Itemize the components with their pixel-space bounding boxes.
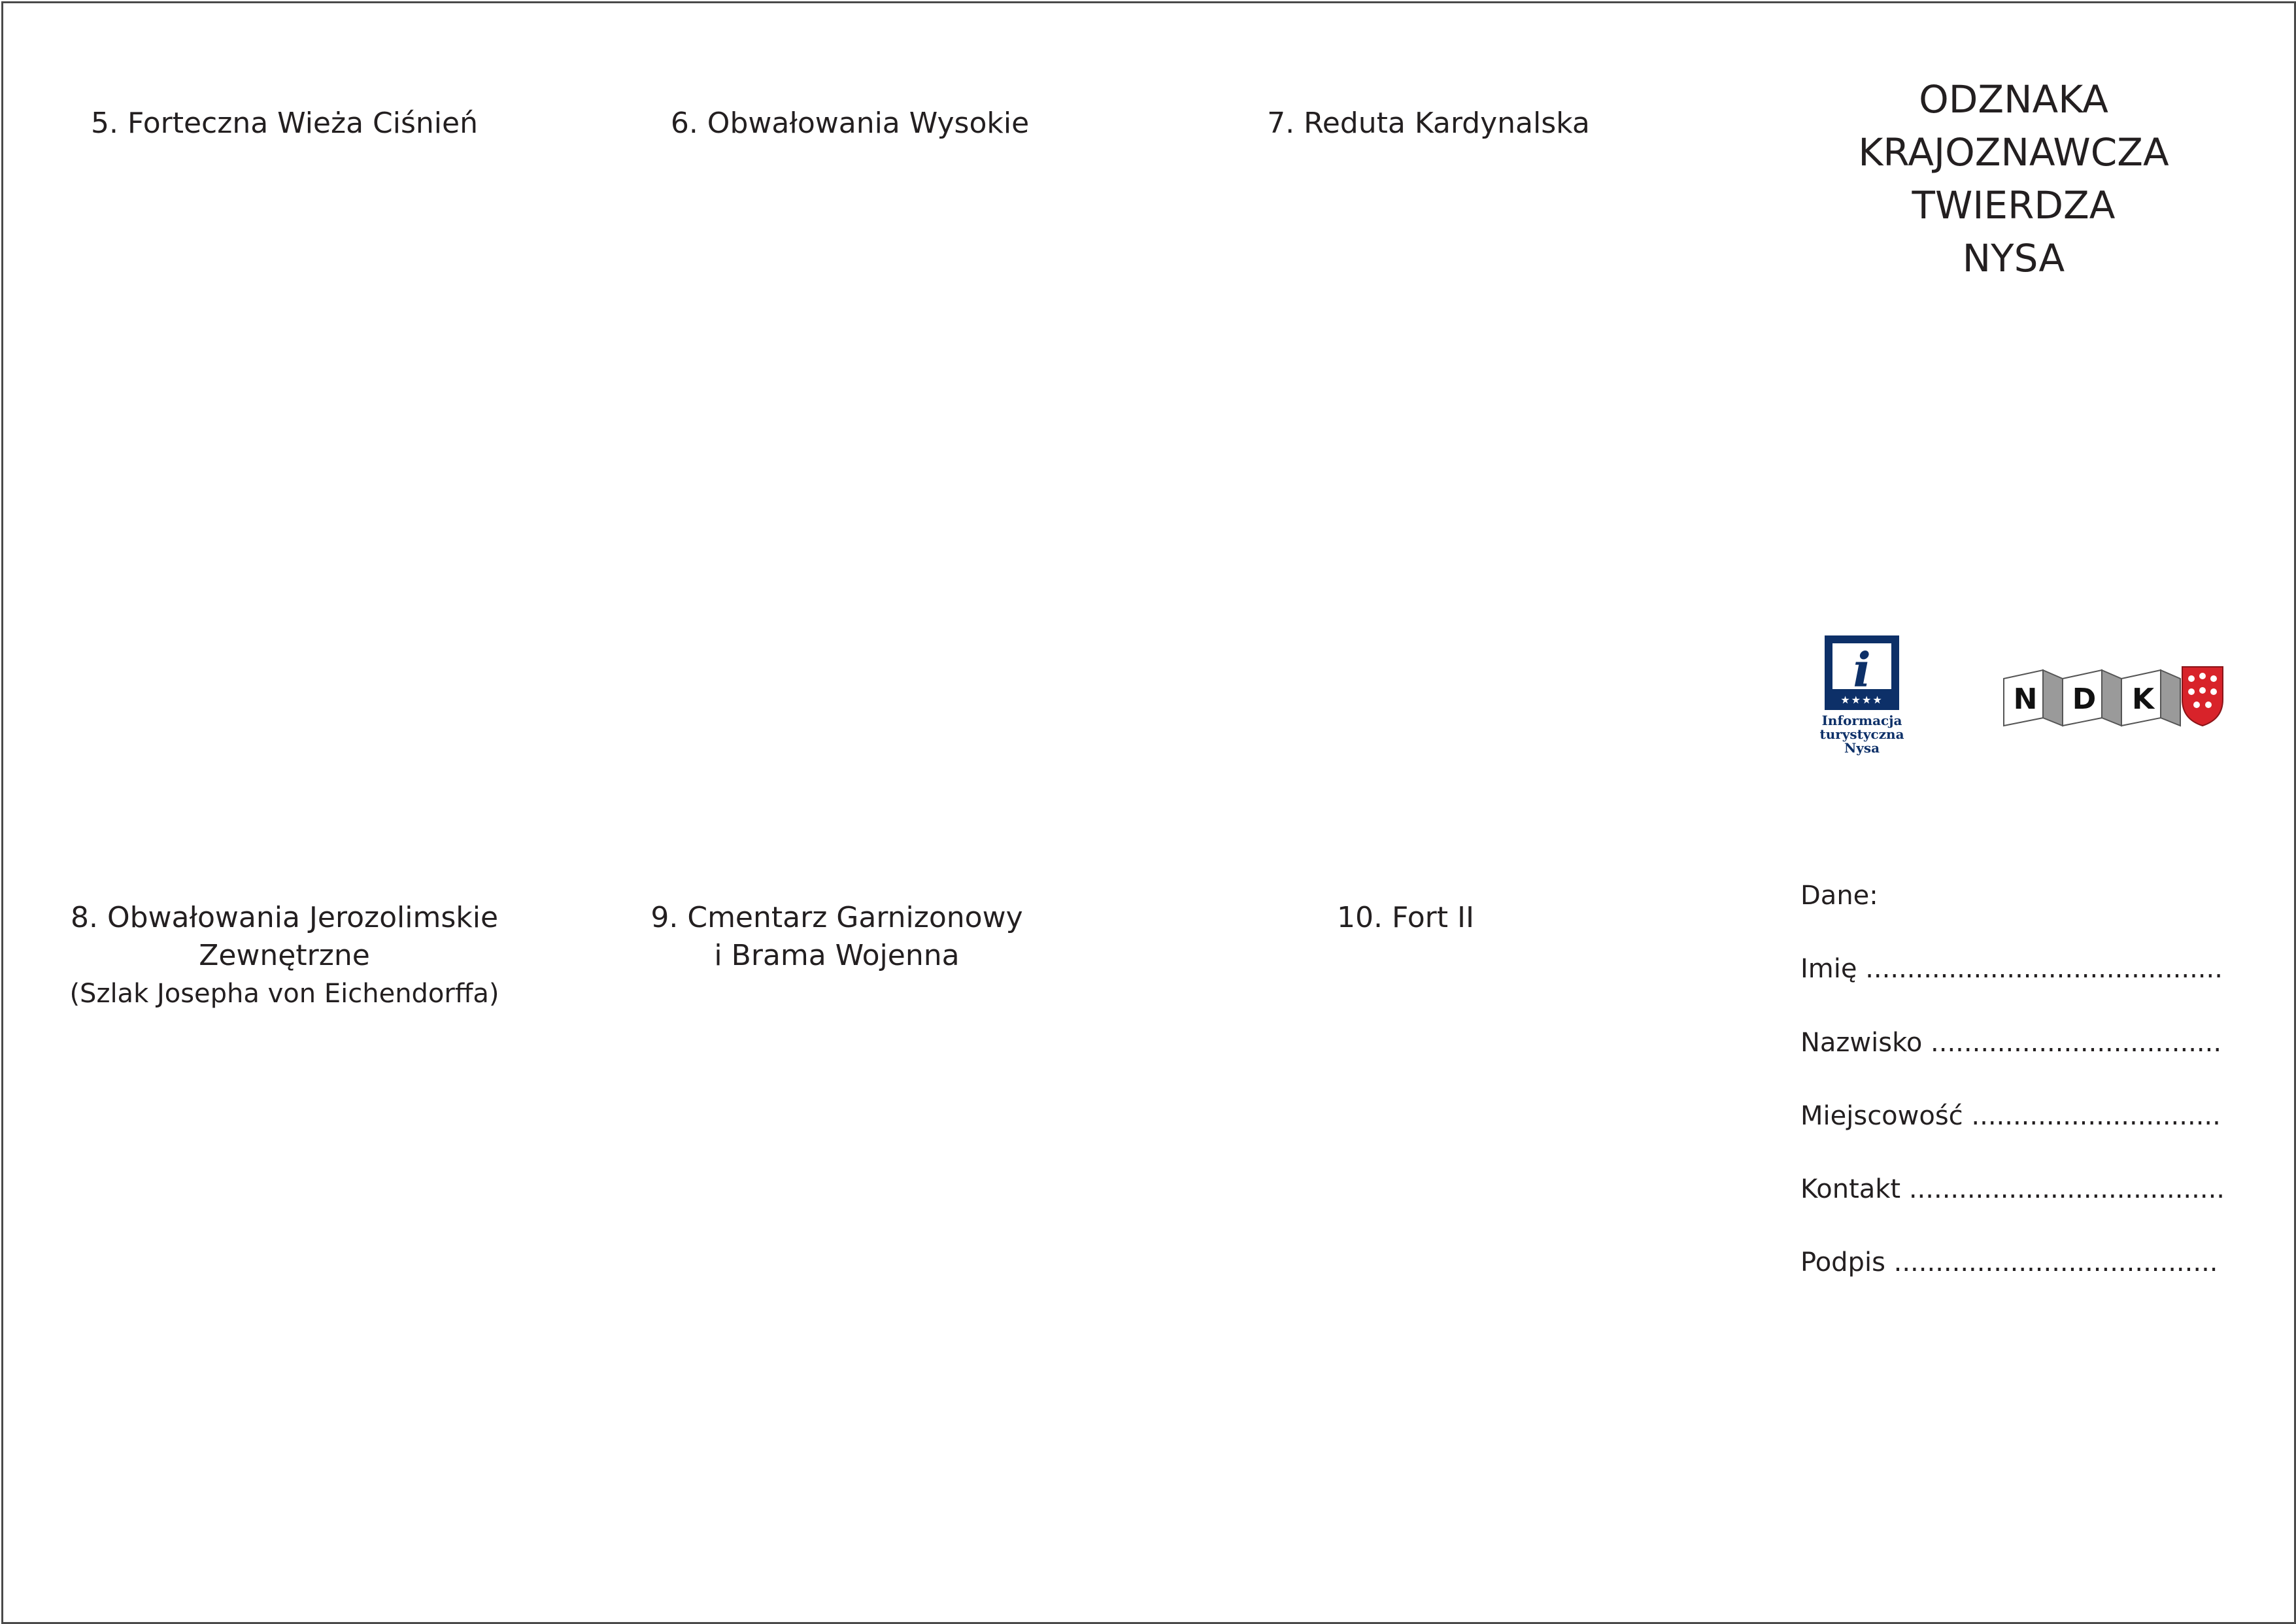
- form-field-name[interactable]: [1800, 953, 2223, 985]
- panel-title-6: [621, 105, 1079, 143]
- form-field-city-label: Miejscowość: [1800, 1101, 1963, 1131]
- panel-title-8-line-1: 8. Obwałowania Jerozolimskie: [70, 901, 499, 934]
- form-field-signature-label: Podpis: [1800, 1247, 1885, 1277]
- panel-title-7: [1196, 105, 1661, 143]
- form-field-contact-blank[interactable]: ......................................: [1908, 1174, 2225, 1204]
- tourist-info-logo: [1807, 634, 1918, 758]
- form-field-signature[interactable]: [1800, 1246, 2218, 1279]
- tourist-info-logo-text-3: Nysa: [1844, 740, 1880, 756]
- panel-title-8-note: (Szlak Josepha von Eichendorffa): [69, 979, 499, 1009]
- panel-title-6-text: 6. Obwałowania Wysokie: [670, 107, 1030, 140]
- form-field-surname[interactable]: [1800, 1026, 2221, 1059]
- form-field-contact-label: Kontakt: [1800, 1174, 1901, 1204]
- panel-title-10: [1177, 899, 1634, 937]
- form-field-contact[interactable]: [1800, 1173, 2225, 1206]
- panel-title-10-text: 10. Fort II: [1337, 901, 1474, 934]
- panel-title-9-line-1: 9. Cmentarz Garnizonowy: [650, 901, 1023, 934]
- form-field-city[interactable]: [1800, 1100, 2221, 1132]
- badge-title-line-1: ODZNAKA: [1919, 77, 2108, 122]
- form-field-surname-label: Nazwisko: [1800, 1028, 1923, 1058]
- tourist-info-logo-text-1: Informacja: [1821, 713, 1902, 728]
- form-field-name-blank[interactable]: ...........................................: [1865, 954, 2223, 984]
- ndk-letter-k: K: [2131, 683, 2155, 716]
- panel-title-5: [52, 105, 516, 143]
- info-letter-icon: i: [1853, 642, 1871, 698]
- form-field-signature-blank[interactable]: .......................................: [1893, 1247, 2218, 1277]
- panel-title-9-line-2: i Brama Wojenna: [714, 939, 960, 972]
- badge-title-line-4: NYSA: [1962, 236, 2065, 280]
- ndk-fold-1: [2043, 670, 2063, 726]
- ndk-fold-2: [2102, 670, 2121, 726]
- panel-title-9: [608, 899, 1066, 975]
- badge-title-line-3: TWIERDZA: [1912, 183, 2116, 228]
- tourist-info-logo-text-2: turystyczna: [1819, 726, 1904, 742]
- form-field-surname-blank[interactable]: ...................................: [1931, 1028, 2222, 1058]
- badge-title-line-2: KRAJOZNAWCZA: [1858, 130, 2169, 175]
- panel-title-7-text: 7. Reduta Kardynalska: [1267, 107, 1590, 140]
- ndk-letter-n: N: [2013, 683, 2038, 716]
- ndk-logo: [2001, 660, 2229, 732]
- stars-icon: ★★★★: [1840, 694, 1883, 706]
- ndk-fold-3: [2161, 670, 2180, 726]
- form-field-name-label: Imię: [1800, 954, 1857, 984]
- badge-title: [1785, 73, 2242, 285]
- ndk-letter-d: D: [2072, 683, 2097, 716]
- panel-title-5-text: 5. Forteczna Wieża Ciśnień: [91, 107, 478, 140]
- form-field-city-blank[interactable]: ..............................: [1971, 1101, 2221, 1131]
- panel-title-8: [52, 899, 516, 1013]
- panel-title-8-line-2: Zewnętrzne: [199, 939, 370, 972]
- form-heading: Dane:: [1800, 881, 1878, 911]
